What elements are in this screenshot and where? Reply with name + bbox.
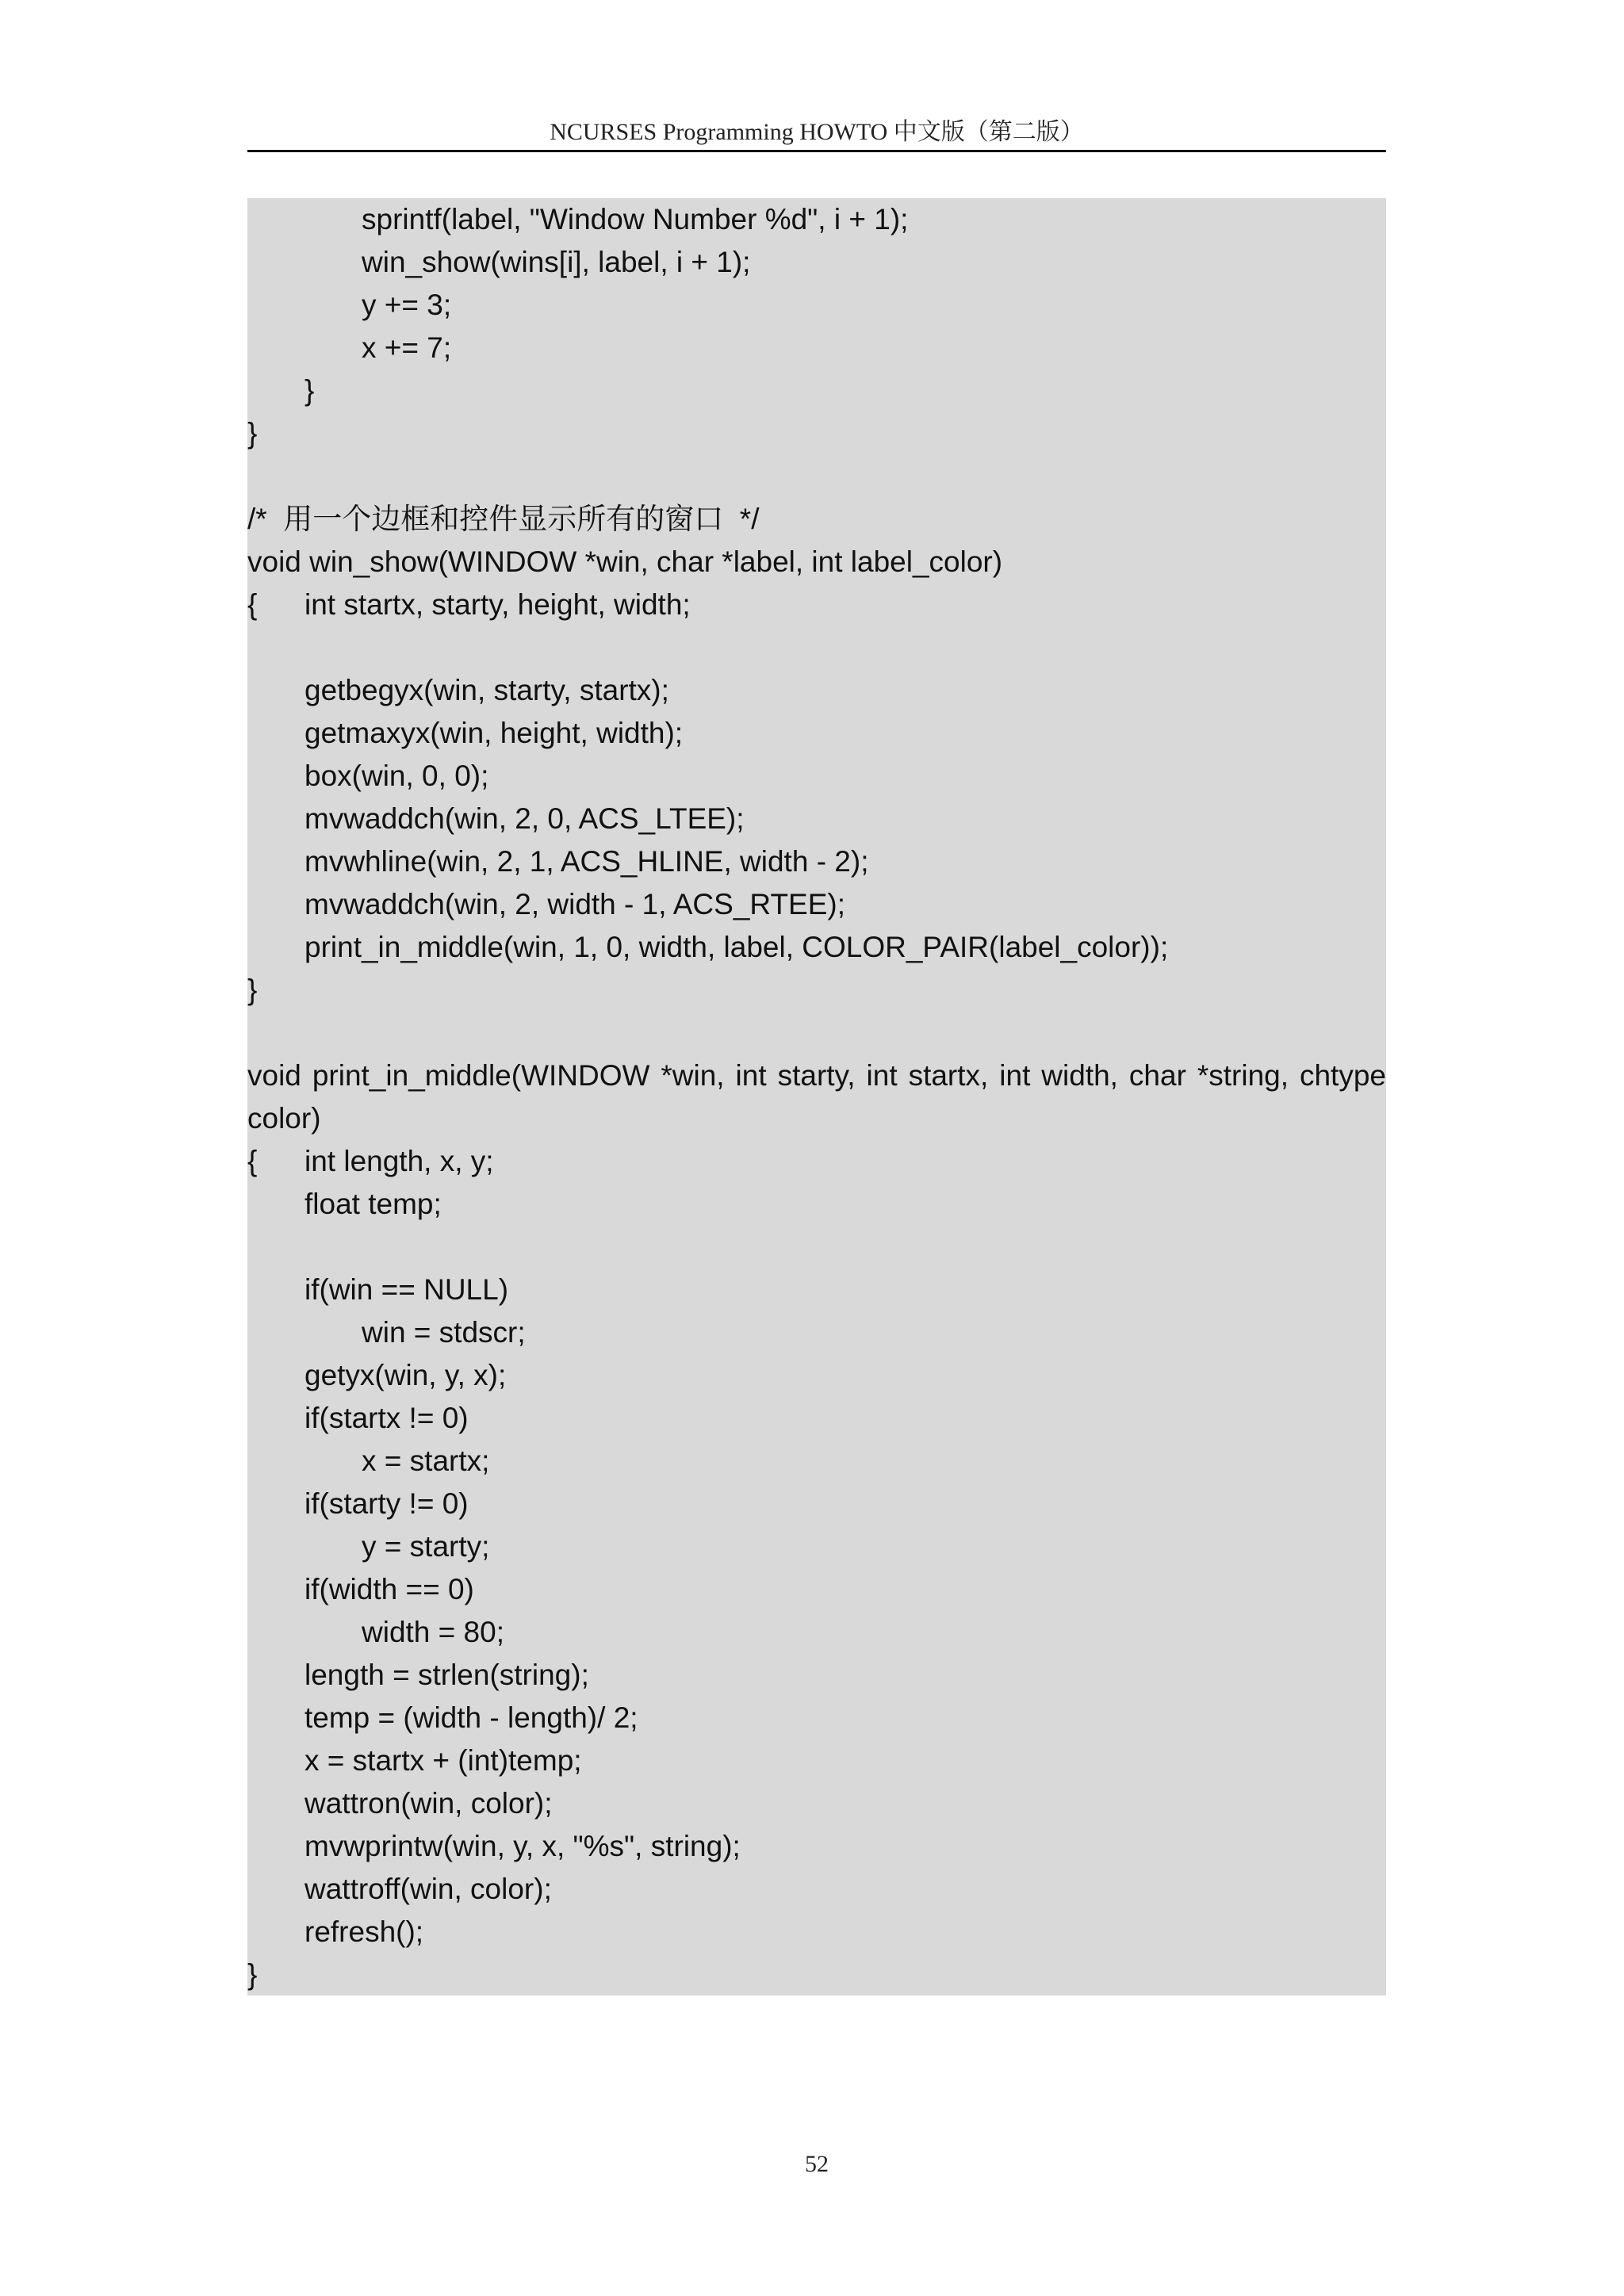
code-text: int startx, starty, height, width; <box>304 588 691 621</box>
code-line: x += 7; <box>362 331 452 364</box>
code-line: getmaxyx(win, height, width); <box>304 717 684 749</box>
code-comment: /* 用一个边框和控件显示所有的窗口 */ <box>247 503 760 535</box>
header-divider <box>247 150 1386 152</box>
code-line: width = 80; <box>362 1616 504 1648</box>
code-line: void win_show(WINDOW *win, char *label, int label_color) <box>247 545 1003 578</box>
code-line: x = startx; <box>362 1445 490 1477</box>
code-line: } <box>247 974 258 1006</box>
code-line: x = startx + (int)temp; <box>304 1744 582 1777</box>
code-line: color) <box>247 1102 321 1135</box>
code-line: if(win == NULL) <box>304 1273 509 1306</box>
code-line: y += 3; <box>362 289 452 321</box>
code-line: mvwhline(win, 2, 1, ACS_HLINE, width - 2); <box>304 845 869 878</box>
code-line <box>247 1140 494 1183</box>
open-brace: { <box>247 1145 258 1177</box>
code-line: void print_in_middle(WINDOW *win, int starty, int startx, int width, char *string, chtype <box>247 1059 1386 1092</box>
code-line: temp = (width - length)/ 2; <box>304 1701 638 1734</box>
code-line: wattroff(win, color); <box>304 1873 552 1905</box>
code-line: box(win, 0, 0); <box>304 760 489 792</box>
code-line: getbegyx(win, starty, startx); <box>304 674 669 706</box>
code-text: int length, x, y; <box>304 1145 494 1177</box>
code-line: win = stdscr; <box>362 1316 526 1349</box>
code-line: length = strlen(string); <box>304 1659 589 1691</box>
code-line: mvwaddch(win, 2, 0, ACS_LTEE); <box>304 802 745 835</box>
code-line: float temp; <box>304 1188 442 1220</box>
page-number: 52 <box>805 2151 829 2177</box>
code-line: mvwprintw(win, y, x, "%s", string); <box>304 1830 741 1862</box>
code-line <box>247 584 691 626</box>
code-line: win_show(wins[i], label, i + 1); <box>362 246 751 278</box>
code-line: } <box>247 1958 258 1991</box>
running-header: NCURSES Programming HOWTO 中文版（第二版） <box>550 119 1084 145</box>
code-line: if(starty != 0) <box>304 1487 469 1520</box>
code-line: refresh(); <box>304 1915 424 1948</box>
code-line: if(startx != 0) <box>304 1402 469 1434</box>
code-line: getyx(win, y, x); <box>304 1359 507 1391</box>
code-line: } <box>304 374 315 407</box>
code-line: if(width == 0) <box>304 1573 474 1605</box>
code-listing <box>247 198 1386 1996</box>
open-brace: { <box>247 588 258 621</box>
code-line: print_in_middle(win, 1, 0, width, label, COLOR_PAIR(label_color)); <box>304 931 1169 963</box>
code-line: sprintf(label, "Window Number %d", i + 1); <box>362 203 909 235</box>
code-line: mvwaddch(win, 2, width - 1, ACS_RTEE); <box>304 888 846 920</box>
code-line: wattron(win, color); <box>304 1787 553 1820</box>
code-line: y = starty; <box>362 1530 490 1563</box>
code-line: } <box>247 417 258 450</box>
